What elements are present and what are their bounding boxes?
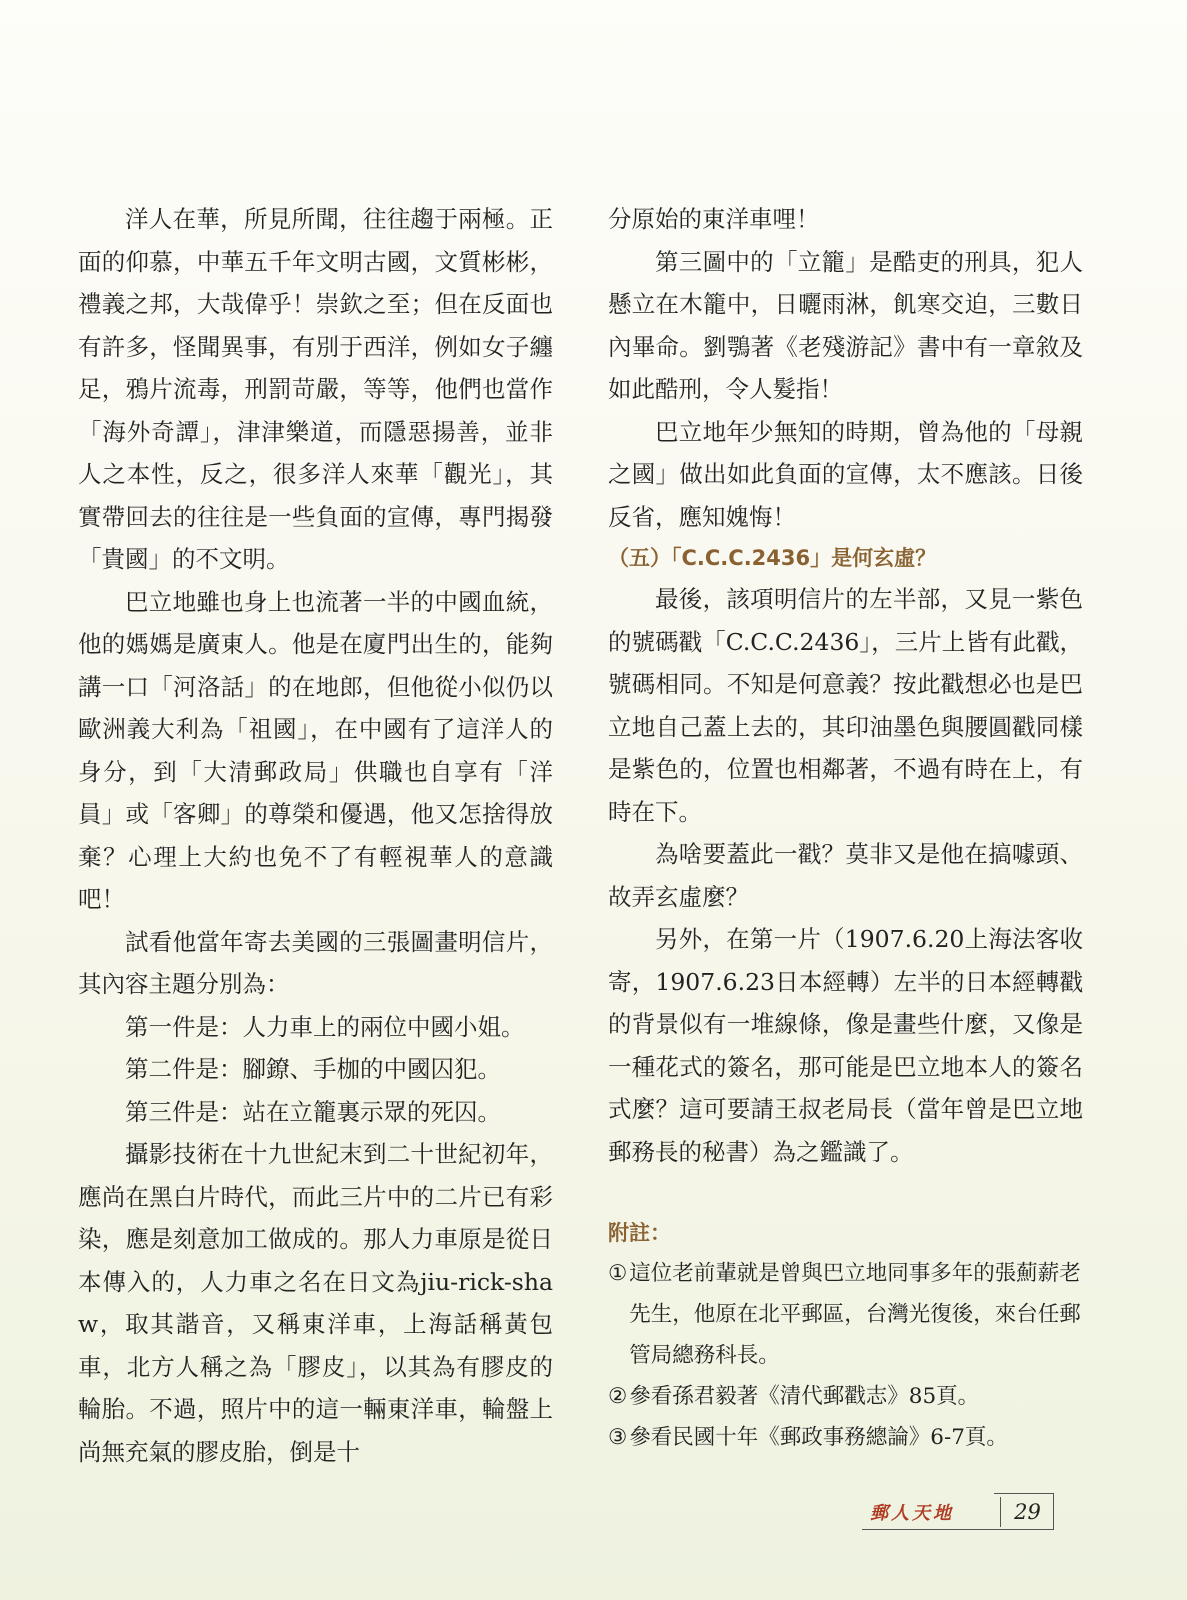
footer-rule <box>862 1529 1054 1530</box>
paragraph: 另外，在第一片（1907.6.20上海法客收寄，1907.6.23日本經轉）左半的日本經轉戳的背景似有一堆線條，像是畫些什麼，又像是一種花式的簽名，那可能是巴立地本人的簽名式麼？這可要請王叔老局長（當年曾是巴立地郵務長的秘書）為之鑑識了。 <box>608 925 1083 1166</box>
paragraph: 為啥要蓋此一戳？莫非又是他在搞噱頭、故弄玄虛麼？ <box>608 840 1083 911</box>
footnote-number: ① <box>608 1261 628 1286</box>
footer-rule-right <box>1053 1493 1054 1530</box>
paragraph: 洋人在華，所見所聞，往往趨于兩極。正面的仰慕，中華五千年文明古國，文質彬彬，禮義之邦，大哉偉乎！崇欽之至；但在反面也有許多，怪聞異事，有別于西洋，例如女子纏足，鴉片流毒，刑罰苛嚴，等等，他們也當作「海外奇譚」，津津樂道，而隱惡揚善，並非人之本性，反之，很多洋人來華「觀光」，其實帶回去的往往是一些負面的宣傳，專門揭發「貴國」的不文明。 <box>78 205 553 573</box>
paragraph: 巴立地年少無知的時期，曾為他的「母親之國」做出如此負面的宣傳，太不應該。日後反省，應知媿悔！ <box>608 417 1083 531</box>
notes-heading: 附註： <box>608 1221 671 1245</box>
footnote <box>608 1376 1083 1417</box>
magazine-title: 郵人天地 <box>870 1503 954 1524</box>
footnote-text: 參看孫君毅著《清代郵戳志》85頁。 <box>629 1384 980 1409</box>
paragraph: 巴立地雖也身上也流著一半的中國血統，他的媽媽是廣東人。他是在廈門出生的，能夠講一口「河洛話」的在地郎，但他從小似仍以歐洲義大利為「祖國」，在中國有了這洋人的身分，到「大清郵政局」供職也自享有「洋員」或「客卿」的尊榮和優遇，他又怎捨得放棄？心理上大約也免不了有輕視華人的意識吧！ <box>78 587 553 913</box>
page-number: 29 <box>1000 1497 1054 1527</box>
list-item: 第二件是：腳鐐、手枷的中國囚犯。 <box>125 1055 501 1083</box>
section-heading: （五）「C.C.C.2436」是何玄虛？ <box>608 546 937 570</box>
footnote-text: 參看民國十年《郵政事務總論》6-7頁。 <box>629 1425 1008 1450</box>
footer-rule-top <box>994 1493 1054 1494</box>
paragraph-continuation: 分原始的東洋車哩！ <box>608 205 820 233</box>
right-column <box>608 198 1083 1458</box>
footnote-number: ③ <box>608 1425 628 1450</box>
paragraph: 試看他當年寄去美國的三張圖畫明信片，其內容主題分別為： <box>78 927 553 998</box>
footnote-number: ② <box>608 1384 628 1409</box>
footnote <box>608 1253 1083 1376</box>
paragraph: 第三圖中的「立籠」是酷吏的刑具，犯人懸立在木籠中，日曬雨淋，飢寒交迫，三數日內畢命。劉鶚著《老殘游記》書中有一章敘及如此酷刑，令人髮指！ <box>608 247 1083 403</box>
footnote <box>608 1417 1083 1458</box>
footnote-text: 這位老前輩就是曾與巴立地同事多年的張薊薪老先生，他原在北平郵區，台灣光復後，來台任郵管局總務科長。 <box>629 1261 1081 1368</box>
paragraph: 攝影技術在十九世紀末到二十世紀初年，應尚在黑白片時代，而此三片中的二片已有彩染，應是刻意加工做成的。那人力車原是從日本傳入的，人力車之名在日文為jiu-rick-shaw，取其諧音，又稱東洋車，上海話稱黃包車，北方人稱之為「膠皮」，以其為有膠皮的輪胎。不過，照片中的這一輛東洋車，輪盤上尚無充氣的膠皮胎，倒是十 <box>78 1140 553 1466</box>
left-column <box>78 198 553 1473</box>
paragraph: 最後，該項明信片的左半部，又見一紫色的號碼戳「C.C.C.2436」，三片上皆有此戳，號碼相同。不知是何意義？按此戳想必也是巴立地自己蓋上去的，其印油墨色與腰圓戳同樣是紫色的，位置也相鄰著，不過有時在上，有時在下。 <box>608 585 1083 826</box>
list-item: 第一件是：人力車上的兩位中國小姐。 <box>125 1012 525 1041</box>
page-footer <box>862 1495 1054 1529</box>
list-item: 第三件是：站在立籠裏示眾的死囚。 <box>125 1097 501 1126</box>
